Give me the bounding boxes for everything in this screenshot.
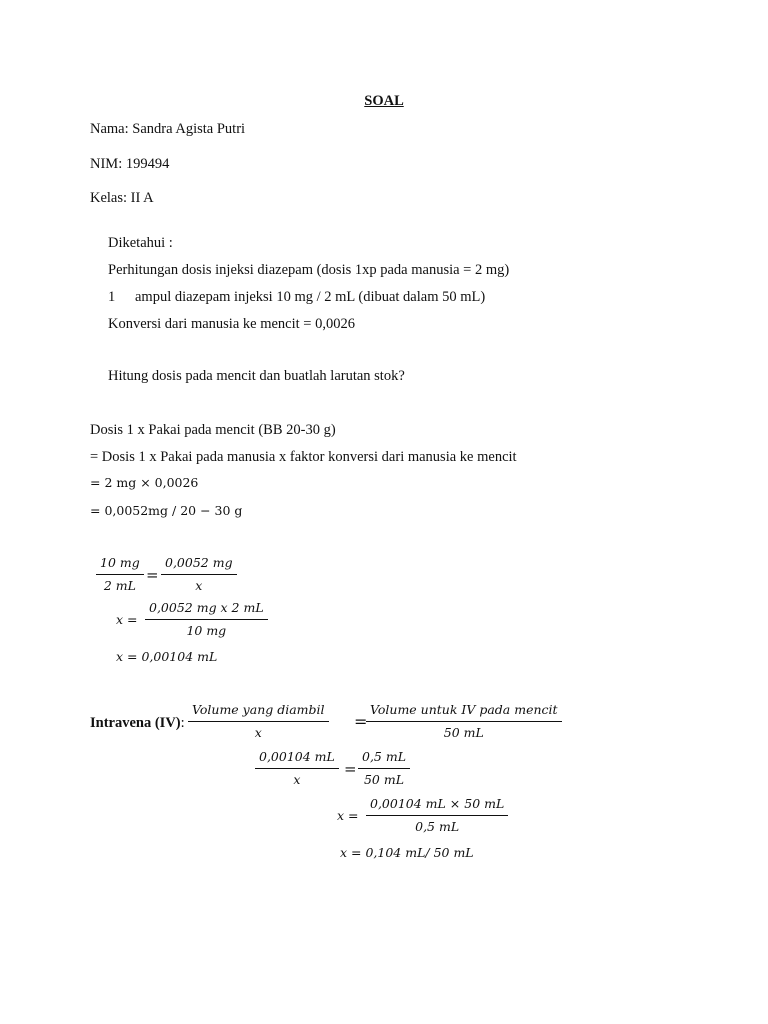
fraction-denominator: 50 mL xyxy=(443,724,484,740)
fraction-volume-per-x xyxy=(255,751,339,786)
fraction-numerator: 0,5 mL xyxy=(358,751,410,769)
fraction-numerator: 0,0052 mg x 2 mL xyxy=(145,602,268,620)
equals-sign: = xyxy=(344,760,357,778)
student-class: Kelas: II A xyxy=(90,190,154,206)
question: Hitung dosis pada mencit dan buatlah larutan stok? xyxy=(108,368,405,384)
known-line-2: ampul diazepam injeksi 10 mg / 2 mL (dibuat dalam 50 mL) xyxy=(135,289,486,305)
fraction-numerator: Volume untuk IV pada mencit xyxy=(366,704,562,722)
equals-sign: = xyxy=(354,712,368,731)
known-line-1: Perhitungan dosis injeksi diazepam (dosis 1xp pada manusia = 2 mg) xyxy=(108,262,510,278)
x-equals: x = xyxy=(116,612,138,627)
dose-line-4: = 0,0052mg / 20 − 30 g xyxy=(90,503,243,518)
iv-colon: : xyxy=(180,715,185,731)
iv-label-row xyxy=(90,716,185,731)
known-heading: Diketahui : xyxy=(108,235,173,251)
fraction-mouse-dose xyxy=(161,557,237,592)
fraction-x-solution xyxy=(145,602,268,637)
iv-label: Intravena (IV) xyxy=(90,715,181,731)
known-line-2-number: 1 xyxy=(108,289,116,305)
fraction-numerator: 0,00104 mL × 50 mL xyxy=(366,798,508,816)
fraction-numerator: 0,0052 mg xyxy=(161,557,237,575)
fraction-numerator: 0,00104 mL xyxy=(255,751,339,769)
equals-sign: = xyxy=(146,566,159,584)
fraction-numerator: Volume yang diambil xyxy=(188,704,329,722)
dose-line-2: = Dosis 1 x Pakai pada manusia x faktor konversi dari manusia ke mencit xyxy=(90,449,517,465)
fraction-ampoule-concentration xyxy=(96,557,144,592)
fraction-denominator: 10 mg xyxy=(186,622,227,638)
fraction-volume-per-50ml xyxy=(358,751,410,786)
fraction-x-iv-solution xyxy=(366,798,508,833)
x-result: x = 0,00104 mL xyxy=(116,649,218,664)
fraction-denominator: 2 mL xyxy=(103,577,136,593)
fraction-denominator: 0,5 mL xyxy=(415,818,460,834)
fraction-numerator: 10 mg xyxy=(96,557,144,575)
document-title: SOAL xyxy=(364,93,404,109)
fraction-denominator: x xyxy=(293,771,301,787)
dose-line-1: Dosis 1 x Pakai pada mencit (BB 20-30 g) xyxy=(90,422,336,438)
fraction-denominator: x xyxy=(195,577,203,593)
student-name: Nama: Sandra Agista Putri xyxy=(90,121,246,137)
dose-line-3: = 2 mg × 0,0026 xyxy=(90,475,199,490)
x-iv-result: x = 0,104 mL/ 50 mL xyxy=(340,845,474,860)
student-nim: NIM: 199494 xyxy=(90,156,170,172)
fraction-volume-taken xyxy=(188,704,329,739)
fraction-iv-volume xyxy=(366,704,562,739)
known-line-3: Konversi dari manusia ke mencit = 0,0026 xyxy=(108,316,355,332)
fraction-denominator: 50 mL xyxy=(363,771,405,787)
fraction-denominator: x xyxy=(254,724,262,740)
x-equals: x = xyxy=(337,808,359,823)
